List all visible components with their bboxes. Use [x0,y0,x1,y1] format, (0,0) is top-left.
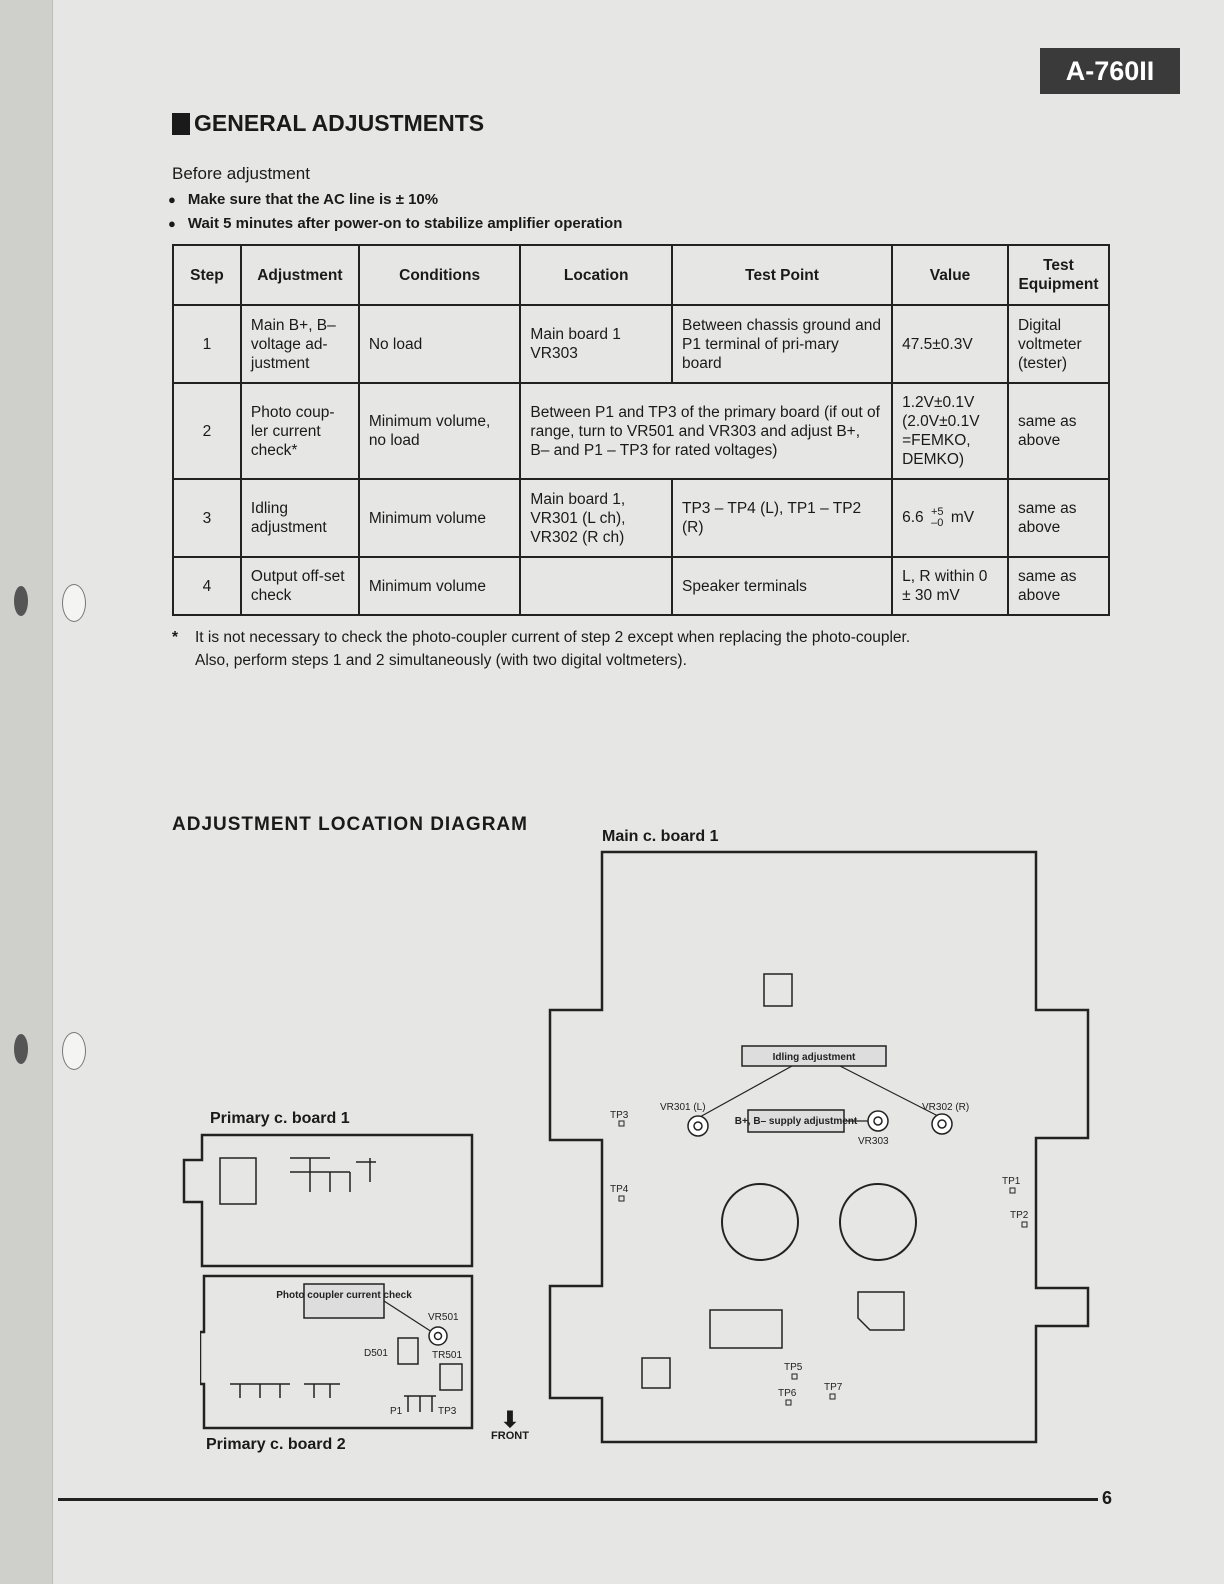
primary-board-1-label: Primary c. board 1 [210,1110,350,1127]
vr302-symbol [932,1114,952,1134]
column-header: Adjustment [241,245,359,305]
before-adjustment-list [168,188,622,236]
section-marker [172,113,190,135]
location-cell: Main board 1, VR301 (L ch), VR302 (R ch) [520,479,672,557]
page-number: 6 [1102,1488,1113,1508]
location-cell: Main board 1 VR303 [520,305,672,383]
column-header: Test Equipment [1008,245,1109,305]
value-cell: L, R within 0 ± 30 mV [892,557,1008,615]
equipment-cell: Digital voltmeter (tester) [1008,305,1109,383]
component-outline [220,1158,256,1204]
value-cell: 47.5±0.3V [892,305,1008,383]
vr303-symbol [868,1111,888,1131]
tr501-label: TR501 [432,1350,463,1361]
conditions-cell: Minimum volume, no load [359,383,521,479]
tp4-label: TP4 [610,1184,629,1195]
leader-line [384,1301,432,1332]
equipment-cell: same as above [1008,383,1109,479]
model-tag: A-760II [1040,48,1180,94]
tp6-marker [786,1400,791,1405]
vr301-symbol [688,1116,708,1136]
idling-adjustment-label: Idling adjustment [772,1052,856,1063]
value-unit: mV [950,509,975,527]
test-point-cell: Between chassis ground and P1 terminal of pri-mary board [672,305,892,383]
test-point-cell: TP3 – TP4 (L), TP1 – TP2 (R) [672,479,892,557]
component-outline [858,1292,904,1330]
front-indicator [486,1407,534,1442]
component-traces [230,1384,340,1398]
primary-board-1-diagram [180,1132,476,1272]
adjustment-cell: Output off-set check [241,557,359,615]
tp5-marker [792,1374,797,1379]
location-cell [520,557,672,615]
primary-board-2-label: Primary c. board 2 [206,1436,346,1453]
tp3-label: TP3 [610,1110,629,1121]
list-item: ● Wait 5 minutes after power-on to stabilize amplifier operation [168,212,622,236]
equipment-cell: same as above [1008,557,1109,615]
column-header: Location [520,245,672,305]
tolerance-down: –0 [931,517,944,529]
value-cell [892,479,1008,557]
tp3-marker [619,1121,624,1126]
table-row [173,479,1109,557]
vr501-symbol [429,1327,447,1345]
value-main: 6.6 [902,509,924,527]
adjustment-cell: Main B+, B– voltage ad-justment [241,305,359,383]
vr501-label: VR501 [428,1312,459,1323]
before-adjustment-heading: Before adjustment [172,164,310,183]
punch-hole-shadow [14,586,28,616]
footnote-line: Also, perform steps 1 and 2 simultaneously (with two digital voltmeters). [195,652,687,669]
primary-board-2-diagram [200,1272,476,1436]
value-cell: 1.2V±0.1V (2.0V±0.1V =FEMKO, DEMKO) [892,383,1008,479]
capacitor-outline [840,1184,916,1260]
table-row [173,383,1109,479]
column-header: Value [892,245,1008,305]
d501-label: D501 [364,1348,388,1359]
conditions-cell: Minimum volume [359,479,521,557]
list-item: ● Make sure that the AC line is ± 10% [168,188,622,212]
p1-label: P1 [390,1406,403,1417]
step-cell: 3 [173,479,241,557]
equipment-cell: same as above [1008,479,1109,557]
step-cell: 2 [173,383,241,479]
footnote [172,626,910,672]
down-arrow-icon: ⬇ [500,1407,520,1432]
component-outline [710,1310,782,1348]
value-tolerance [931,507,944,529]
punch-hole [62,584,86,622]
tp4-marker [619,1196,624,1201]
section-title [172,110,484,137]
conditions-cell: No load [359,305,521,383]
column-header: Test Point [672,245,892,305]
step-cell: 4 [173,557,241,615]
table-header-row [173,245,1109,305]
table-row [173,305,1109,383]
diagram-title: ADJUSTMENT LOCATION DIAGRAM [172,814,528,835]
tp7-marker [830,1394,835,1399]
footer-rule [58,1498,1098,1501]
vr302-label: VR302 (R) [922,1102,970,1113]
tp1-label: TP1 [1002,1176,1021,1187]
section-title-text: GENERAL ADJUSTMENTS [194,110,485,136]
main-board-label: Main c. board 1 [602,828,719,845]
conditions-cell: Minimum volume [359,557,521,615]
tp3-label: TP3 [438,1406,457,1417]
primary-board-1-outline [184,1135,472,1266]
column-header: Conditions [359,245,521,305]
tp2-label: TP2 [1010,1210,1029,1221]
punch-hole-shadow [14,1034,28,1064]
table-row [173,557,1109,615]
main-board-diagram [548,850,1092,1446]
d501-outline [398,1338,418,1364]
capacitor-outline [722,1184,798,1260]
bplus-adjustment-label: B+, B– supply adjustment [734,1116,858,1127]
photo-coupler-label: Photo coupler current check [276,1290,412,1301]
p1-tp3-traces [404,1396,436,1412]
step-cell: 1 [173,305,241,383]
test-point-cell: Speaker terminals [672,557,892,615]
location-cell: Between P1 and TP3 of the primary board (if out of range, turn to VR501 and VR303 and adjust B+, B– and P1 – TP3 for rated voltages) [520,383,892,479]
footnote-marker: * [172,629,179,646]
tr501-outline [440,1364,462,1390]
adjustment-cell: Idling adjustment [241,479,359,557]
tp7-label: TP7 [824,1382,843,1393]
tolerance-up: +5 [930,506,944,518]
column-header: Step [173,245,241,305]
front-label: FRONT [491,1430,529,1442]
vr301-label: VR301 (L) [660,1102,706,1113]
tp1-marker [1010,1188,1015,1193]
tp6-label: TP6 [778,1388,797,1399]
tp5-label: TP5 [784,1362,803,1373]
component-outline [642,1358,670,1388]
adjustment-table [172,244,1110,616]
punch-hole [62,1032,86,1070]
adjustment-cell: Photo coup-ler current check* [241,383,359,479]
vr303-label: VR303 [858,1136,889,1147]
tp2-marker [1022,1222,1027,1227]
binding-strip [0,0,53,1584]
main-board-outline [550,852,1088,1442]
footnote-line: It is not necessary to check the photo-coupler current of step 2 except when replacing the photo-coupler. [195,629,911,646]
component-outline [764,974,792,1006]
component-traces [290,1158,376,1192]
